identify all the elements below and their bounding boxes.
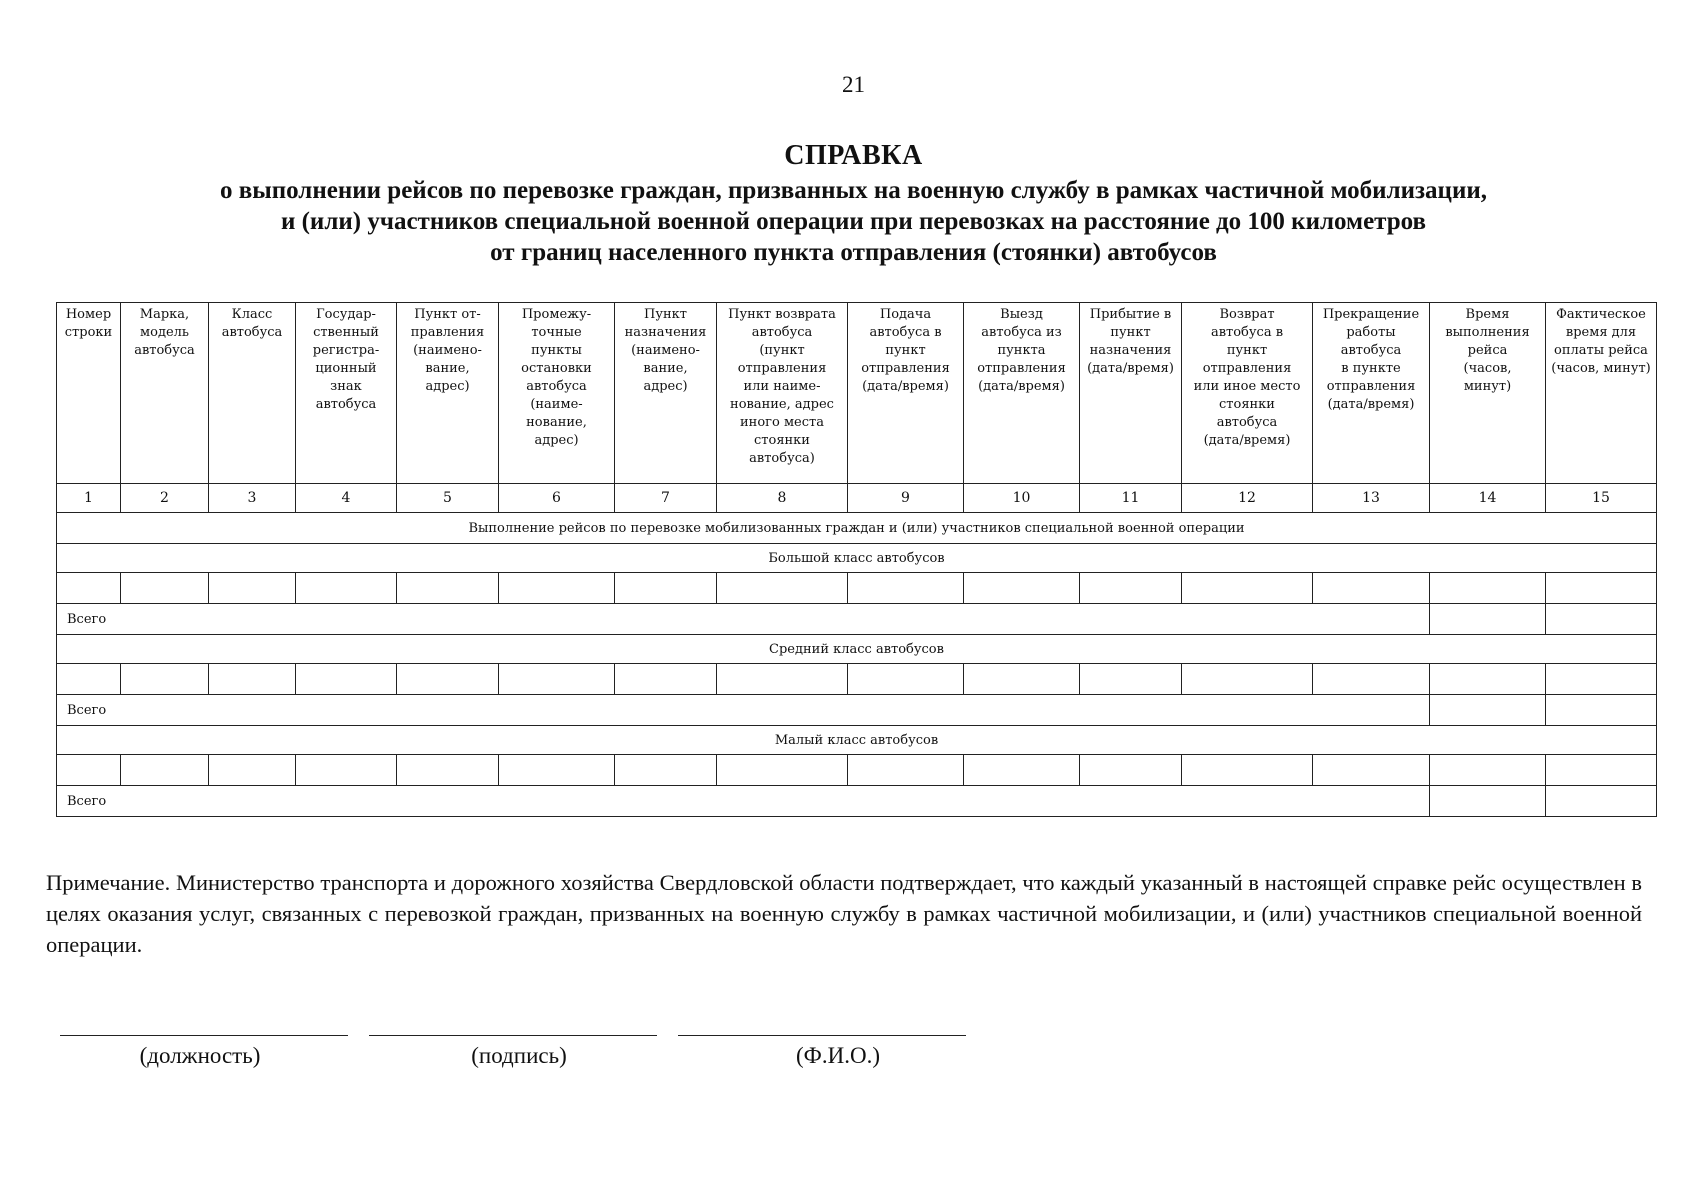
column-header [1182,303,1313,484]
table-cell[interactable] [499,755,615,786]
position-signature-line [60,1035,348,1036]
total-cell[interactable] [1430,695,1546,726]
column-header-line: отправления [737,361,827,376]
column-header-line: (дата/время) [1087,361,1174,376]
table-cell[interactable] [964,573,1080,604]
table-cell[interactable] [1546,664,1657,695]
column-number: 6 [499,484,615,513]
column-header-line: нование, адрес [730,397,834,412]
column-header-line: правления [410,325,485,340]
column-header-line: работы [1346,325,1396,340]
column-number-row [57,484,1657,513]
column-number: 13 [1313,484,1430,513]
column-header-line: (часов, [1463,361,1512,376]
table-cell[interactable] [615,664,717,695]
table-cell[interactable] [1430,755,1546,786]
table-cell[interactable] [121,664,209,695]
column-header [1313,303,1430,484]
column-header [397,303,499,484]
column-header-line: адрес) [534,433,579,448]
table-cell[interactable] [1080,755,1182,786]
column-header-line: Время [1465,307,1510,322]
total-label: Всего [57,604,1430,635]
column-header [296,303,397,484]
column-header [57,303,121,484]
column-header-line: автобуса [315,397,377,412]
total-row [57,604,1657,635]
column-header-line: автобуса [1216,415,1278,430]
table-cell[interactable] [615,573,717,604]
column-header [209,303,296,484]
column-number: 1 [57,484,121,513]
name-signature-line [678,1035,966,1036]
table-cell[interactable] [1546,755,1657,786]
column-header [1546,303,1657,484]
table-row [57,664,1657,695]
table-cell[interactable] [848,664,964,695]
table-cell[interactable] [209,573,296,604]
table-cell[interactable] [615,755,717,786]
column-header-line: ционный [315,361,377,376]
sign-signature-line [369,1035,657,1036]
table-cell[interactable] [848,755,964,786]
table-cell[interactable] [397,755,499,786]
column-header-line: (дата/время) [978,379,1065,394]
column-header-line: рейса [1467,343,1508,358]
sign-label: (подпись) [471,1043,567,1068]
column-header [717,303,848,484]
column-header-line: нование, [526,415,587,430]
column-header-line: стоянки [1219,397,1275,412]
column-header-line: знак [330,379,362,394]
table-row [57,573,1657,604]
column-header-line: автобуса [134,343,195,358]
column-header-line: назначения [624,325,707,340]
column-header [1430,303,1546,484]
table-cell[interactable] [717,573,848,604]
column-number: 10 [964,484,1080,513]
total-cell[interactable] [1430,604,1546,635]
table-cell[interactable] [121,755,209,786]
table-cell[interactable] [499,664,615,695]
column-number: 7 [615,484,717,513]
column-header-line: выполнения [1445,325,1530,340]
table-cell[interactable] [57,755,121,786]
table-cell[interactable] [1182,755,1313,786]
column-number: 5 [397,484,499,513]
table-cell[interactable] [1080,573,1182,604]
column-header-line: (наимено- [631,343,700,358]
column-header-line: ственный [313,325,379,340]
table-cell[interactable] [1546,573,1657,604]
section-title: Выполнение рейсов по перевозке мобилизованных граждан и (или) участников специальной военной операции [57,513,1657,544]
table-cell[interactable] [57,573,121,604]
column-header-line: автобуса из [981,325,1062,340]
column-header-line: или наиме- [743,379,821,394]
table-cell[interactable] [1313,573,1430,604]
table-cell[interactable] [964,664,1080,695]
column-number: 9 [848,484,964,513]
table-cell[interactable] [296,573,397,604]
page-number: 21 [842,72,865,97]
total-label: Всего [57,695,1430,726]
table-cell[interactable] [1313,755,1430,786]
subtitle-line: и (или) участников специальной военной операции при перевозках на расстояние до 100 километров [280,208,1427,235]
subtitle-line: от границ населенного пункта отправления (стоянки) автобусов [490,239,1217,266]
column-number: 2 [121,484,209,513]
column-header-line: Номер [65,307,112,322]
section-title-row [57,513,1657,544]
table-cell[interactable] [296,755,397,786]
header-row [57,303,1657,484]
column-header [848,303,964,484]
column-header-line: (пункт [759,343,805,358]
bus-class-row [57,544,1657,573]
column-header-line: (дата/время) [862,379,949,394]
column-header-line: Пункт от- [414,307,481,322]
column-header-line: регистра- [312,343,380,358]
column-number: 12 [1182,484,1313,513]
column-header-line: автобуса [751,325,813,340]
column-header-line: пункта [997,343,1046,358]
column-number: 15 [1546,484,1657,513]
column-header-line: адрес) [643,379,688,394]
name-label: (Ф.И.О.) [796,1043,880,1068]
column-header-line: пункты [531,343,582,358]
column-header-line: вание, [643,361,688,376]
column-header-line: стоянки [754,433,810,448]
table-row [57,755,1657,786]
column-header-line: Прибытие в [1089,307,1172,322]
column-header-line: или иное место [1193,379,1301,394]
column-header-line: (наиме- [530,397,583,412]
column-number: 4 [296,484,397,513]
column-header-line: адрес) [425,379,470,394]
column-header-line: оплаты рейса [1554,343,1648,358]
column-header [1080,303,1182,484]
column-header-line: остановки [521,361,592,376]
table-cell[interactable] [964,755,1080,786]
column-header-line: пункт [1110,325,1151,340]
column-header [499,303,615,484]
table-cell[interactable] [397,573,499,604]
total-cell[interactable] [1546,604,1657,635]
subtitle-line: о выполнении рейсов по перевозке граждан, призванных на военную службу в рамках частичной мобилизации, [219,177,1488,204]
bus-class-row [57,726,1657,755]
bus-class-row [57,635,1657,664]
document-subtitle [80,175,1627,268]
column-header-line: Прекращение [1322,307,1420,322]
table-cell[interactable] [296,664,397,695]
table-cell[interactable] [1430,573,1546,604]
column-header-line: Возврат [1219,307,1275,322]
column-header-line: вание, [425,361,470,376]
total-row [57,786,1657,817]
table-cell[interactable] [499,573,615,604]
column-header-line: автобуса в [869,325,942,340]
column-header-line: Государ- [316,307,376,322]
column-header-line: пункт [1226,343,1268,358]
column-number: 14 [1430,484,1546,513]
column-header-line: автобуса) [749,451,815,466]
column-header-line: Промежу- [521,307,592,322]
column-header-line: (часов, минут) [1551,361,1651,376]
column-header-line: иного места [740,415,824,430]
table-cell[interactable] [397,664,499,695]
column-header-line: отправления [861,361,950,376]
column-header-line: минут) [1463,379,1512,394]
column-header-line: в пункте [1341,361,1401,376]
table-cell[interactable] [1182,573,1313,604]
column-header-line: автобуса [221,325,283,340]
column-number: 8 [717,484,848,513]
column-header-line: назначения [1089,343,1172,358]
column-header-line: автобуса [1340,343,1402,358]
bus-class-title: Большой класс автобусов [57,544,1657,573]
column-header-line: отправления [1202,361,1292,376]
column-header-line: (наимено- [413,343,482,358]
table-cell[interactable] [121,573,209,604]
total-label: Всего [57,786,1430,817]
column-header-line: Марка, [139,307,190,322]
column-header-line: Пункт возврата [728,307,836,322]
column-header-line: отправления [1326,379,1416,394]
table-cell[interactable] [1182,664,1313,695]
table-cell[interactable] [717,755,848,786]
table-cell[interactable] [209,664,296,695]
note-text: Примечание. Министерство транспорта и дорожного хозяйства Свердловской области подтверждает, что каждый указанный в настоящей справке рейс осуществлен в целях оказания услуг, связанных с перевозкой граждан, призванных на военную службу в рамках частичной мобилизации, и (или) участников специальной военной операции. [46,870,1642,957]
total-cell[interactable] [1546,786,1657,817]
column-header-line: модель [140,325,189,340]
document-title: СПРАВКА [784,140,923,171]
table-cell[interactable] [717,664,848,695]
table-cell[interactable] [209,755,296,786]
column-header-line: автобуса в [1210,325,1284,340]
total-cell[interactable] [1546,695,1657,726]
column-header-line: автобуса [526,379,587,394]
column-header-line: строки [64,325,113,340]
column-header-line: (дата/время) [1327,397,1415,412]
column-header-line: Фактическое [1556,307,1646,322]
total-cell[interactable] [1430,786,1546,817]
column-header-line: Пункт [644,307,687,322]
bus-class-title: Малый класс автобусов [57,726,1657,755]
column-number: 11 [1080,484,1182,513]
table-cell[interactable] [1080,664,1182,695]
column-header-line: время для [1565,325,1637,340]
column-header [121,303,209,484]
table-cell[interactable] [848,573,964,604]
column-header-line: точные [531,325,582,340]
bus-class-title: Средний класс автобусов [57,635,1657,664]
table-cell[interactable] [57,664,121,695]
column-header [615,303,717,484]
trip-report-table [56,302,1657,817]
column-header [964,303,1080,484]
table-cell[interactable] [1430,664,1546,695]
column-header-line: Подача [879,307,932,322]
column-header-line: Класс [231,307,273,322]
column-header-line: (дата/время) [1203,433,1291,448]
table-cell[interactable] [1313,664,1430,695]
column-header-line: отправления [977,361,1066,376]
column-header-line: Выезд [1000,307,1043,322]
column-header-line: пункт [885,343,926,358]
column-number: 3 [209,484,296,513]
position-label: (должность) [139,1043,261,1068]
total-row [57,695,1657,726]
